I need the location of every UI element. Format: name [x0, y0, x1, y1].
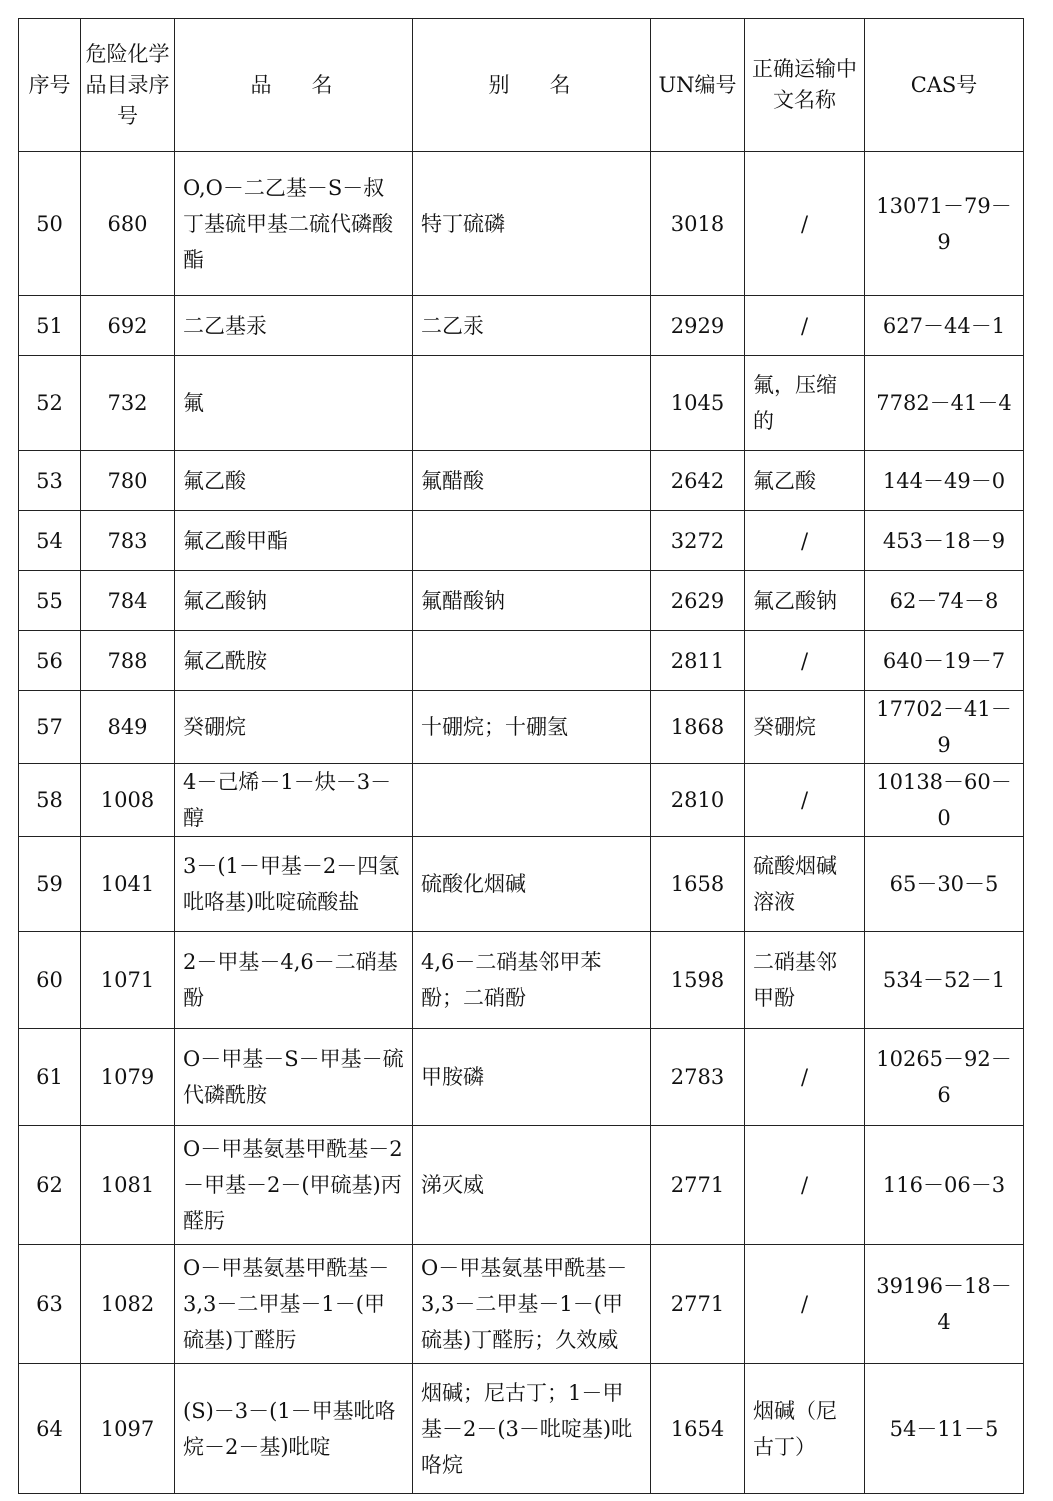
cell-un: 2629: [651, 571, 745, 631]
cell-un: 1654: [651, 1364, 745, 1494]
cell-name: 二乙基汞: [175, 296, 413, 356]
cell-seq: 56: [19, 631, 81, 691]
cell-un: 2810: [651, 764, 745, 837]
cell-alias: [413, 764, 651, 837]
cell-name: O,O－二乙基－S－叔丁基硫甲基二硫代磷酸酯: [175, 152, 413, 296]
cell-cas: 10265－92－6: [865, 1029, 1024, 1126]
cell-un: 3272: [651, 511, 745, 571]
cell-catalog: 784: [81, 571, 175, 631]
table-row: [19, 1029, 1024, 1126]
cell-catalog: 788: [81, 631, 175, 691]
cell-alias: 4,6－二硝基邻甲苯酚；二硝酚: [413, 932, 651, 1029]
cell-seq: 62: [19, 1126, 81, 1245]
cell-cas: 65－30－5: [865, 837, 1024, 932]
cell-cas: 640－19－7: [865, 631, 1024, 691]
cell-un: 1045: [651, 356, 745, 451]
table-row: [19, 152, 1024, 296]
cell-name: 氟: [175, 356, 413, 451]
cell-alias: 涕灭威: [413, 1126, 651, 1245]
cell-catalog: 1041: [81, 837, 175, 932]
cell-transport: 癸硼烷: [745, 691, 865, 764]
cell-name: 4－己烯－1－炔－3－醇: [175, 764, 413, 837]
cell-catalog: 1071: [81, 932, 175, 1029]
table-row: [19, 764, 1024, 837]
cell-cas: 10138－60－0: [865, 764, 1024, 837]
cell-cas: 7782－41－4: [865, 356, 1024, 451]
header-alias: 别名: [413, 19, 651, 152]
cell-name: 氟乙酰胺: [175, 631, 413, 691]
cell-name: 3－(1－甲基－2－四氢吡咯基)吡啶硫酸盐: [175, 837, 413, 932]
cell-catalog: 1081: [81, 1126, 175, 1245]
cell-alias: 烟碱；尼古丁；1－甲基－2－(3－吡啶基)吡咯烷: [413, 1364, 651, 1494]
cell-alias: 氟醋酸: [413, 451, 651, 511]
table-row: [19, 1364, 1024, 1494]
cell-transport: /: [745, 1126, 865, 1245]
cell-transport: 氟，压缩的: [745, 356, 865, 451]
table-row: [19, 511, 1024, 571]
cell-transport: 二硝基邻甲酚: [745, 932, 865, 1029]
cell-seq: 52: [19, 356, 81, 451]
cell-transport: /: [745, 764, 865, 837]
cell-transport: 硫酸烟碱溶液: [745, 837, 865, 932]
cell-seq: 54: [19, 511, 81, 571]
cell-transport: /: [745, 1029, 865, 1126]
cell-catalog: 1097: [81, 1364, 175, 1494]
table-row: [19, 837, 1024, 932]
cell-cas: 534－52－1: [865, 932, 1024, 1029]
table-row: [19, 451, 1024, 511]
cell-alias: [413, 356, 651, 451]
cell-catalog: 780: [81, 451, 175, 511]
cell-un: 2783: [651, 1029, 745, 1126]
cell-alias: 二乙汞: [413, 296, 651, 356]
cell-alias: 十硼烷；十硼氢: [413, 691, 651, 764]
cell-catalog: 783: [81, 511, 175, 571]
cell-seq: 61: [19, 1029, 81, 1126]
table-row: [19, 356, 1024, 451]
cell-name: 氟乙酸: [175, 451, 413, 511]
cell-seq: 59: [19, 837, 81, 932]
header-transport: 正确运输中文名称: [745, 19, 865, 152]
cell-cas: 13071－79－9: [865, 152, 1024, 296]
cell-alias: 氟醋酸钠: [413, 571, 651, 631]
cell-un: 1868: [651, 691, 745, 764]
cell-seq: 51: [19, 296, 81, 356]
cell-seq: 50: [19, 152, 81, 296]
cell-un: 2771: [651, 1126, 745, 1245]
cell-transport: 烟碱（尼古丁）: [745, 1364, 865, 1494]
cell-seq: 55: [19, 571, 81, 631]
cell-un: 2811: [651, 631, 745, 691]
header-un: UN编号: [651, 19, 745, 152]
cell-cas: 54－11－5: [865, 1364, 1024, 1494]
cell-transport: /: [745, 631, 865, 691]
cell-catalog: 680: [81, 152, 175, 296]
cell-transport: 氟乙酸: [745, 451, 865, 511]
cell-alias: [413, 631, 651, 691]
cell-name: 癸硼烷: [175, 691, 413, 764]
cell-cas: 144－49－0: [865, 451, 1024, 511]
table-row: [19, 571, 1024, 631]
cell-un: 1598: [651, 932, 745, 1029]
table-row: [19, 1126, 1024, 1245]
cell-un: 2771: [651, 1245, 745, 1364]
cell-un: 1658: [651, 837, 745, 932]
header-catalog: 危险化学品目录序号: [81, 19, 175, 152]
cell-cas: 453－18－9: [865, 511, 1024, 571]
cell-catalog: 1008: [81, 764, 175, 837]
cell-seq: 60: [19, 932, 81, 1029]
cell-transport: /: [745, 1245, 865, 1364]
table-row: [19, 932, 1024, 1029]
cell-transport: 氟乙酸钠: [745, 571, 865, 631]
cell-cas: 627－44－1: [865, 296, 1024, 356]
header-seq: 序号: [19, 19, 81, 152]
cell-catalog: 732: [81, 356, 175, 451]
chemical-table: [18, 18, 1024, 1494]
cell-name: 氟乙酸甲酯: [175, 511, 413, 571]
header-row: [19, 19, 1024, 152]
cell-alias: O－甲基氨基甲酰基－3,3－二甲基－1－(甲硫基)丁醛肟；久效威: [413, 1245, 651, 1364]
cell-alias: 硫酸化烟碱: [413, 837, 651, 932]
cell-seq: 53: [19, 451, 81, 511]
cell-catalog: 1079: [81, 1029, 175, 1126]
cell-cas: 17702－41－9: [865, 691, 1024, 764]
table-row: [19, 296, 1024, 356]
cell-name: 氟乙酸钠: [175, 571, 413, 631]
cell-un: 3018: [651, 152, 745, 296]
cell-seq: 64: [19, 1364, 81, 1494]
cell-cas: 39196－18－4: [865, 1245, 1024, 1364]
cell-catalog: 692: [81, 296, 175, 356]
cell-alias: 特丁硫磷: [413, 152, 651, 296]
cell-seq: 57: [19, 691, 81, 764]
cell-name: 2－甲基－4,6－二硝基酚: [175, 932, 413, 1029]
cell-transport: /: [745, 511, 865, 571]
cell-alias: [413, 511, 651, 571]
cell-transport: /: [745, 296, 865, 356]
table-row: [19, 691, 1024, 764]
cell-cas: 116－06－3: [865, 1126, 1024, 1245]
cell-seq: 63: [19, 1245, 81, 1364]
header-name: 品名: [175, 19, 413, 152]
cell-catalog: 1082: [81, 1245, 175, 1364]
cell-name: O－甲基氨基甲酰基－3,3－二甲基－1－(甲硫基)丁醛肟: [175, 1245, 413, 1364]
header-cas: CAS号: [865, 19, 1024, 152]
cell-name: O－甲基－S－甲基－硫代磷酰胺: [175, 1029, 413, 1126]
cell-name: (S)－3－(1－甲基吡咯烷－2－基)吡啶: [175, 1364, 413, 1494]
cell-name: O－甲基氨基甲酰基－2－甲基－2－(甲硫基)丙醛肟: [175, 1126, 413, 1245]
cell-catalog: 849: [81, 691, 175, 764]
table-row: [19, 631, 1024, 691]
cell-transport: /: [745, 152, 865, 296]
table-row: [19, 1245, 1024, 1364]
cell-cas: 62－74－8: [865, 571, 1024, 631]
cell-un: 2642: [651, 451, 745, 511]
cell-seq: 58: [19, 764, 81, 837]
cell-alias: 甲胺磷: [413, 1029, 651, 1126]
cell-un: 2929: [651, 296, 745, 356]
